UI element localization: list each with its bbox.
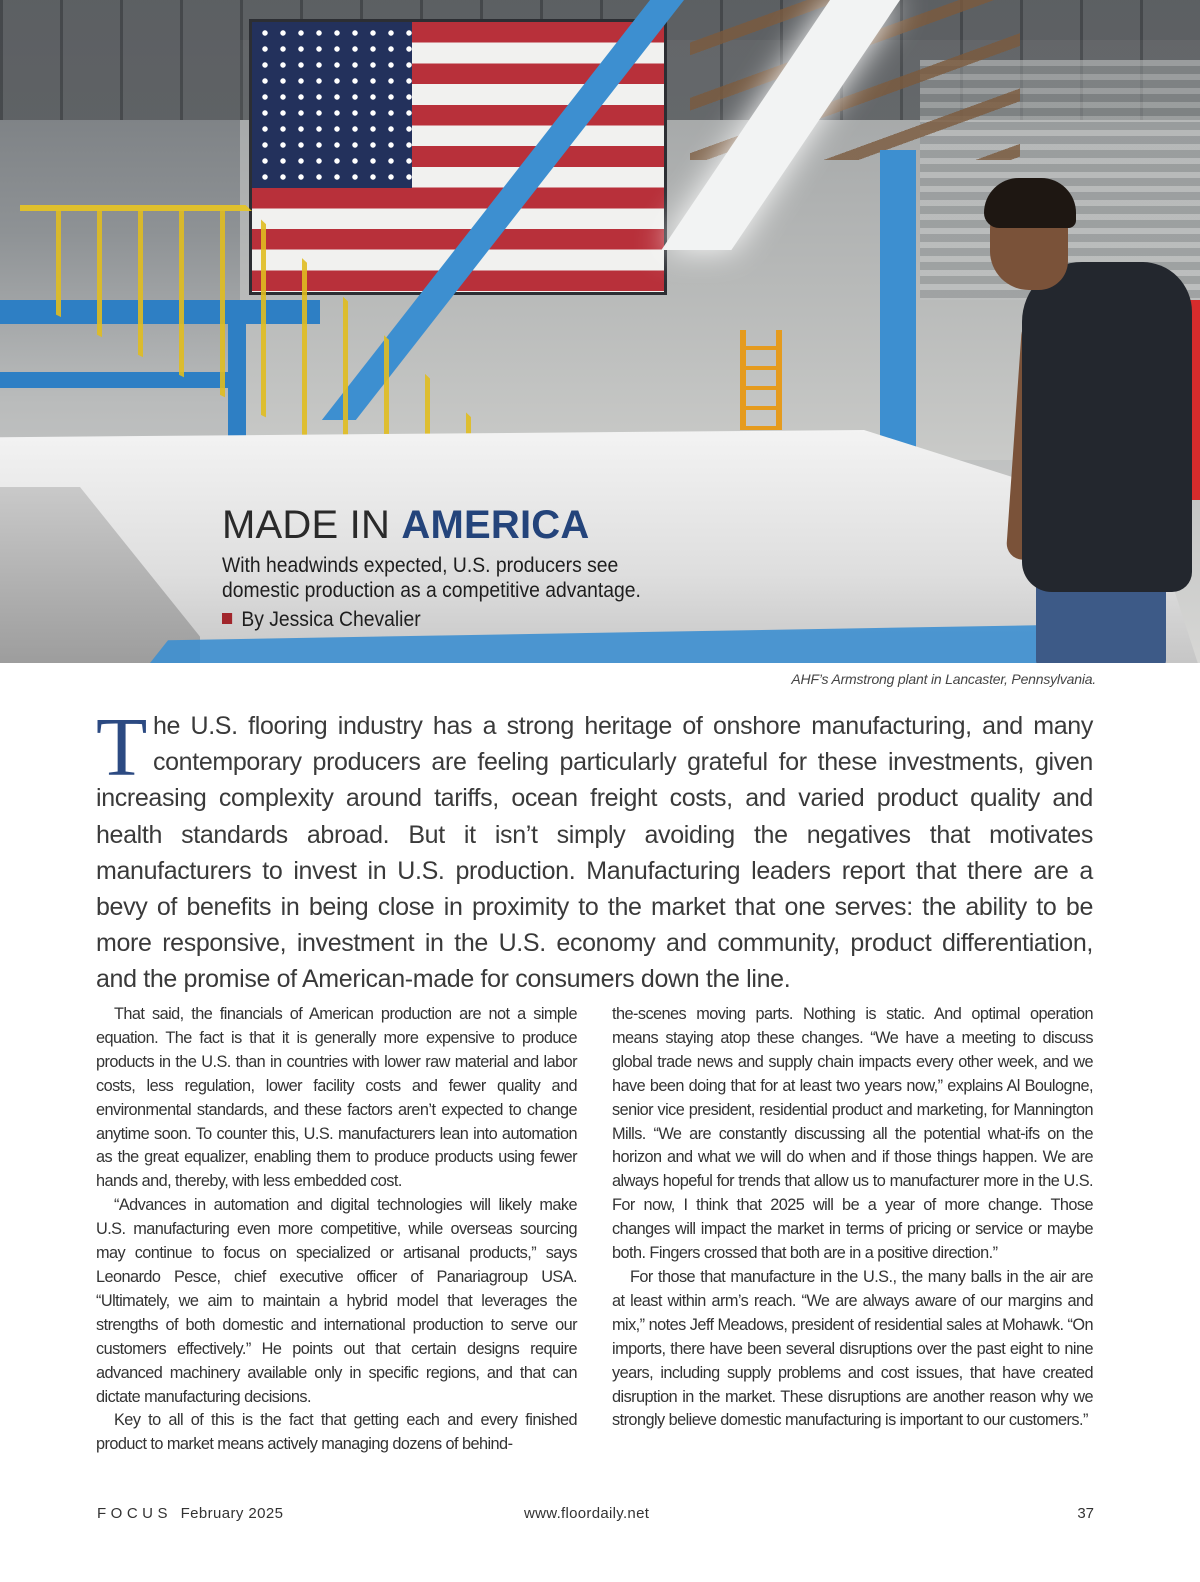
body-column-right [612,1003,1093,1433]
flag-stars [252,22,412,188]
page-number: 37 [1077,1505,1094,1522]
body-paragraph: the-scenes moving parts. Nothing is static. And optimal operation means staying atop these changes. “We have a meeting to discuss global trade news and supply chain impacts every other week, and we have been doing that for at least two years now,” explains Al Boulogne, senior vice president, residential product and marketing, for Mannington Mills. “We are constantly discussing all the potential what-ifs on the horizon and what we will do when and if those things happen. We are always hopeful for trends that allow us to manufacturer more in the U.S. For now, I think that 2025 will be a year of more change. Those changes will impact the market in terms of pricing or service or maybe both. Fingers crossed that both are in a positive direction.” [612,1005,1093,1263]
blue-beam [880,150,916,450]
body-paragraph: “Advances in automation and digital technologies will likely make U.S. manufacturing even more competitive, while overseas sourcing may continue to focus on specialized or artisanal products,” says Leonardo Pesce, chief executive officer of Panariagroup USA. “Ultimately, we aim to maintain a hybrid model that leverages the strengths of both domestic and international production to serve our customers effectively.” He points out that certain designs require advanced machinery available only in specific regions, and that can dictate manufacturing decisions. [96,1196,577,1406]
title-block [222,503,742,633]
footer-url[interactable]: www.floordaily.net [524,1505,650,1522]
yellow-ladder [740,330,782,430]
headline-bold: AMERICA [401,503,590,547]
headline-light: MADE IN [222,503,402,547]
body-paragraph: Key to all of this is the fact that getting each and every finished product to market means actively managing dozens of behind- [96,1411,577,1454]
drop-cap: T [96,701,147,794]
footer-date: February 2025 [180,1505,284,1522]
footer-brand: FOCUS [97,1505,172,1522]
worker-shirt [1022,262,1192,592]
intro-paragraph [96,701,1093,998]
body-column-left [96,1003,577,1457]
byline-marker-icon [222,613,232,624]
worker-hair [984,178,1076,228]
headline [222,503,742,547]
intro-text: he U.S. flooring industry has a strong heritage of onshore manufacturing, and many contemporary producers are feeling particularly grateful for these investments, given increasing complexity around tariffs, ocean freight costs, and varied product quality and health standards abroad. But it isn’t simply avoiding the negatives that motivates manufacturers to invest in U.S. production. Manufacturing leaders report that there are a bevy of benefits in being close in proximity to the market that one serves: the ability to be more responsive, investment in the U.S. economy and community, product differentiation, and the promise of American-made for consumers down the line. [96,712,1093,994]
byline [222,607,700,633]
footer-issue [97,1505,283,1522]
body-paragraph: That said, the financials of American production are not a simple equation. The fact is that it is generally more expensive to produce products in the U.S. than in countries with lower raw material and labor costs, less regulation, lower facility costs and fewer quality and environmental standards, and these factors aren’t expected to change anytime soon. To counter this, U.S. manufacturers lean into automation as the great equalizer, enabling them to produce products using fewer hands and, thereby, with less embedded cost. [96,1005,577,1191]
byline-text: By Jessica Chevalier [241,608,421,631]
deck-subtitle: With headwinds expected, U.S. producers see domestic production as a competitive advantage. [222,554,641,602]
photo-caption: AHF’s Armstrong plant in Lancaster, Pennsylvania. [791,671,1096,687]
hero-photo [0,0,1200,663]
body-paragraph: For those that manufacture in the U.S., the many balls in the air are at least within arm’s reach. “We are always aware of our margins and mix,” notes Jeff Meadows, president of residential sales at Mohawk. “On imports, there have been several disruptions over the past eight to nine years, including supply problems and cost issues, that have created disruption in the market. These disruptions are another reason why we strongly believe domestic manufacturing is important to our customers.” [612,1267,1093,1430]
